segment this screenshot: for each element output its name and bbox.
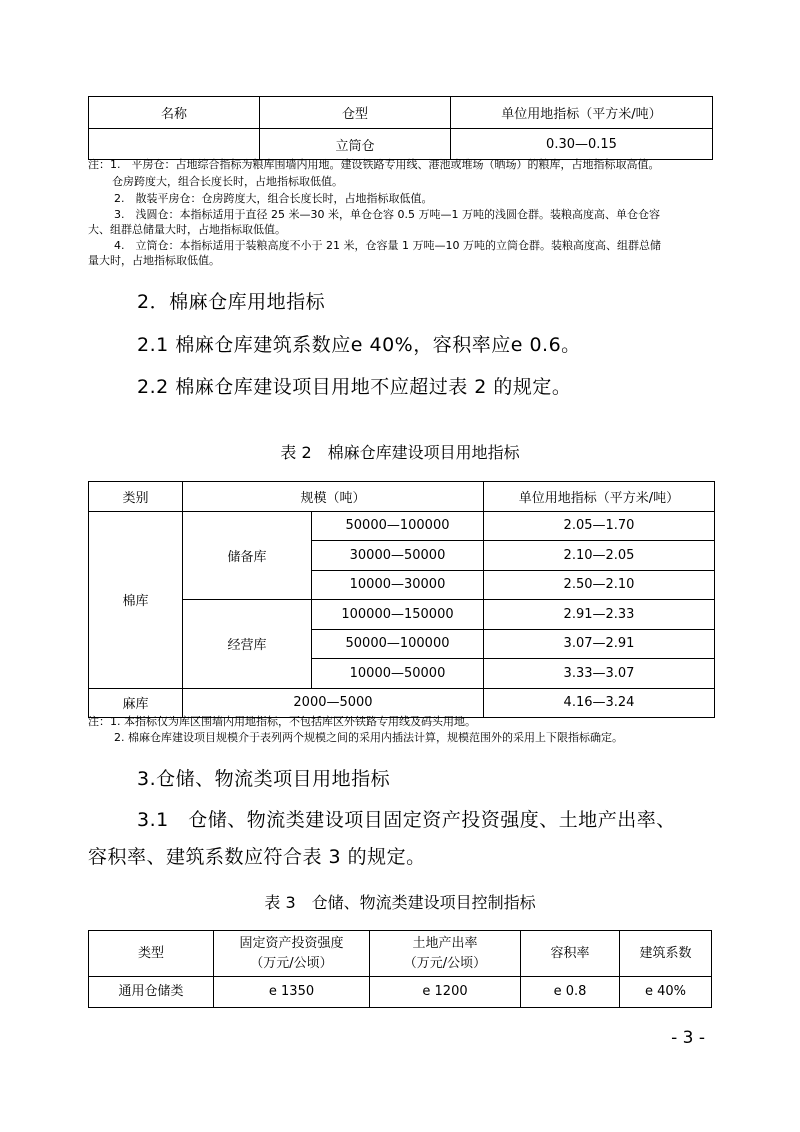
- table-cell: 3.07—2.91: [484, 629, 715, 659]
- col-header-index: 单位用地指标（平方米/吨）: [484, 482, 715, 512]
- table-cell: 50000—100000: [312, 511, 484, 541]
- table1-note-4: 4. 立筒仓：本指标适用于装粮高度不小于 21 米，仓容量 1 万吨—10 万吨的立筒仓群。装粮高度高、组群总储: [114, 239, 661, 252]
- investment-label: 固定资产投资强度: [239, 935, 344, 951]
- table2-note-1: 注：1. 本指标仅为库区围墙内用地指标，不包括库区外铁路专用线及码头用地。: [88, 715, 476, 728]
- col-header-type: 类型: [89, 931, 214, 977]
- table-cell: e 0.8: [521, 977, 620, 1008]
- col-header-output: [370, 931, 521, 977]
- output-label: 土地产出率: [412, 935, 478, 951]
- table2-caption: 表 2 棉麻仓库建设项目用地指标: [280, 443, 520, 462]
- page-number: - 3 -: [671, 1028, 705, 1048]
- output-unit: （万元/公顷）: [403, 955, 487, 971]
- table3-caption: 表 3 仓储、物流类建设项目控制指标: [264, 893, 536, 912]
- table-cell: 2000—5000: [183, 688, 484, 718]
- table-cell: 2.05—1.70: [484, 511, 715, 541]
- section-3-1-paragraph: 3.1 仓储、物流类建设项目固定资产投资强度、土地产出率、: [137, 809, 676, 831]
- col-header-scale: 规模（吨）: [183, 482, 484, 512]
- business-depot-cell: 经营库: [183, 600, 312, 689]
- table-cell: 2.91—2.33: [484, 600, 715, 630]
- table-cell: 4.16—3.24: [484, 688, 715, 718]
- table-row: [89, 600, 715, 630]
- col-header-investment: [214, 931, 370, 977]
- table-cell: 0.30—0.15: [451, 129, 713, 160]
- table1-note-1: 注：1. 平房仓：占地综合指标为粮库围墙内用地。建设铁路专用线、港池或堆场（晒场）的粮库，占地指标取高值。: [88, 158, 660, 171]
- hemp-depot-cell: 麻库: [89, 688, 183, 718]
- table-cell: 2.50—2.10: [484, 570, 715, 600]
- table-cell: 30000—50000: [312, 541, 484, 571]
- table-cell: e 40%: [620, 977, 712, 1008]
- col-header-category: 类别: [89, 482, 183, 512]
- table1-note-4-cont: 量大时，占地指标取低值。: [88, 254, 220, 267]
- section-2-1-paragraph: 2.1 棉麻仓库建筑系数应e 40%，容积率应e 0.6。: [137, 334, 581, 356]
- table-cell: [89, 129, 260, 160]
- table1-note-3-cont: 大、组群总储量大时，占地指标取低值。: [88, 223, 286, 236]
- reserve-depot-cell: 储备库: [183, 511, 312, 600]
- table-row: [89, 129, 713, 160]
- col-header-plot-ratio: 容积率: [521, 931, 620, 977]
- col-header-index: 单位用地指标（平方米/吨）: [451, 97, 713, 129]
- cotton-hemp-table: [88, 481, 715, 718]
- section-2-2-paragraph: 2.2 棉麻仓库建设项目用地不应超过表 2 的规定。: [137, 376, 572, 398]
- table1-note-2: 2. 散装平房仓：仓房跨度大，组合长度长时，占地指标取低值。: [114, 192, 433, 205]
- table-cell: 通用仓储类: [89, 977, 214, 1008]
- grain-depot-table: [88, 96, 713, 160]
- table2-note-2: 2. 棉麻仓库建设项目规模介于表列两个规模之间的采用内插法计算，规模范围外的采用上下限指标确定。: [114, 731, 623, 744]
- table-cell: e 1200: [370, 977, 521, 1008]
- section-3-title: 3.仓储、物流类项目用地指标: [137, 768, 391, 790]
- table-cell: 立筒仓: [260, 129, 451, 160]
- warehouse-logistics-table: [88, 930, 712, 1008]
- col-header-building-coefficient: 建筑系数: [620, 931, 712, 977]
- cotton-depot-cell: 棉库: [89, 511, 183, 688]
- table-cell: 10000—50000: [312, 659, 484, 689]
- table-row: [89, 511, 715, 541]
- section-3-1-paragraph-cont: 容积率、建筑系数应符合表 3 的规定。: [88, 846, 426, 868]
- table1-note-3: 3. 浅圆仓：本指标适用于直径 25 米—30 米，单仓仓容 0.5 万吨—1 万吨的浅圆仓群。装粮高度高、单仓仓容: [114, 208, 660, 221]
- table-cell: 50000—100000: [312, 629, 484, 659]
- col-header-name: 名称: [89, 97, 260, 129]
- table-cell: 10000—30000: [312, 570, 484, 600]
- table-cell: 3.33—3.07: [484, 659, 715, 689]
- table-cell: 100000—150000: [312, 600, 484, 630]
- col-header-type: 仓型: [260, 97, 451, 129]
- investment-unit: （万元/公顷）: [250, 955, 333, 971]
- table-row: [89, 977, 712, 1008]
- table1-note-1-cont: 仓房跨度大，组合长度长时，占地指标取低值。: [112, 175, 343, 188]
- table-cell: 2.10—2.05: [484, 541, 715, 571]
- table-cell: e 1350: [214, 977, 370, 1008]
- section-2-title: 2．棉麻仓库用地指标: [137, 291, 326, 313]
